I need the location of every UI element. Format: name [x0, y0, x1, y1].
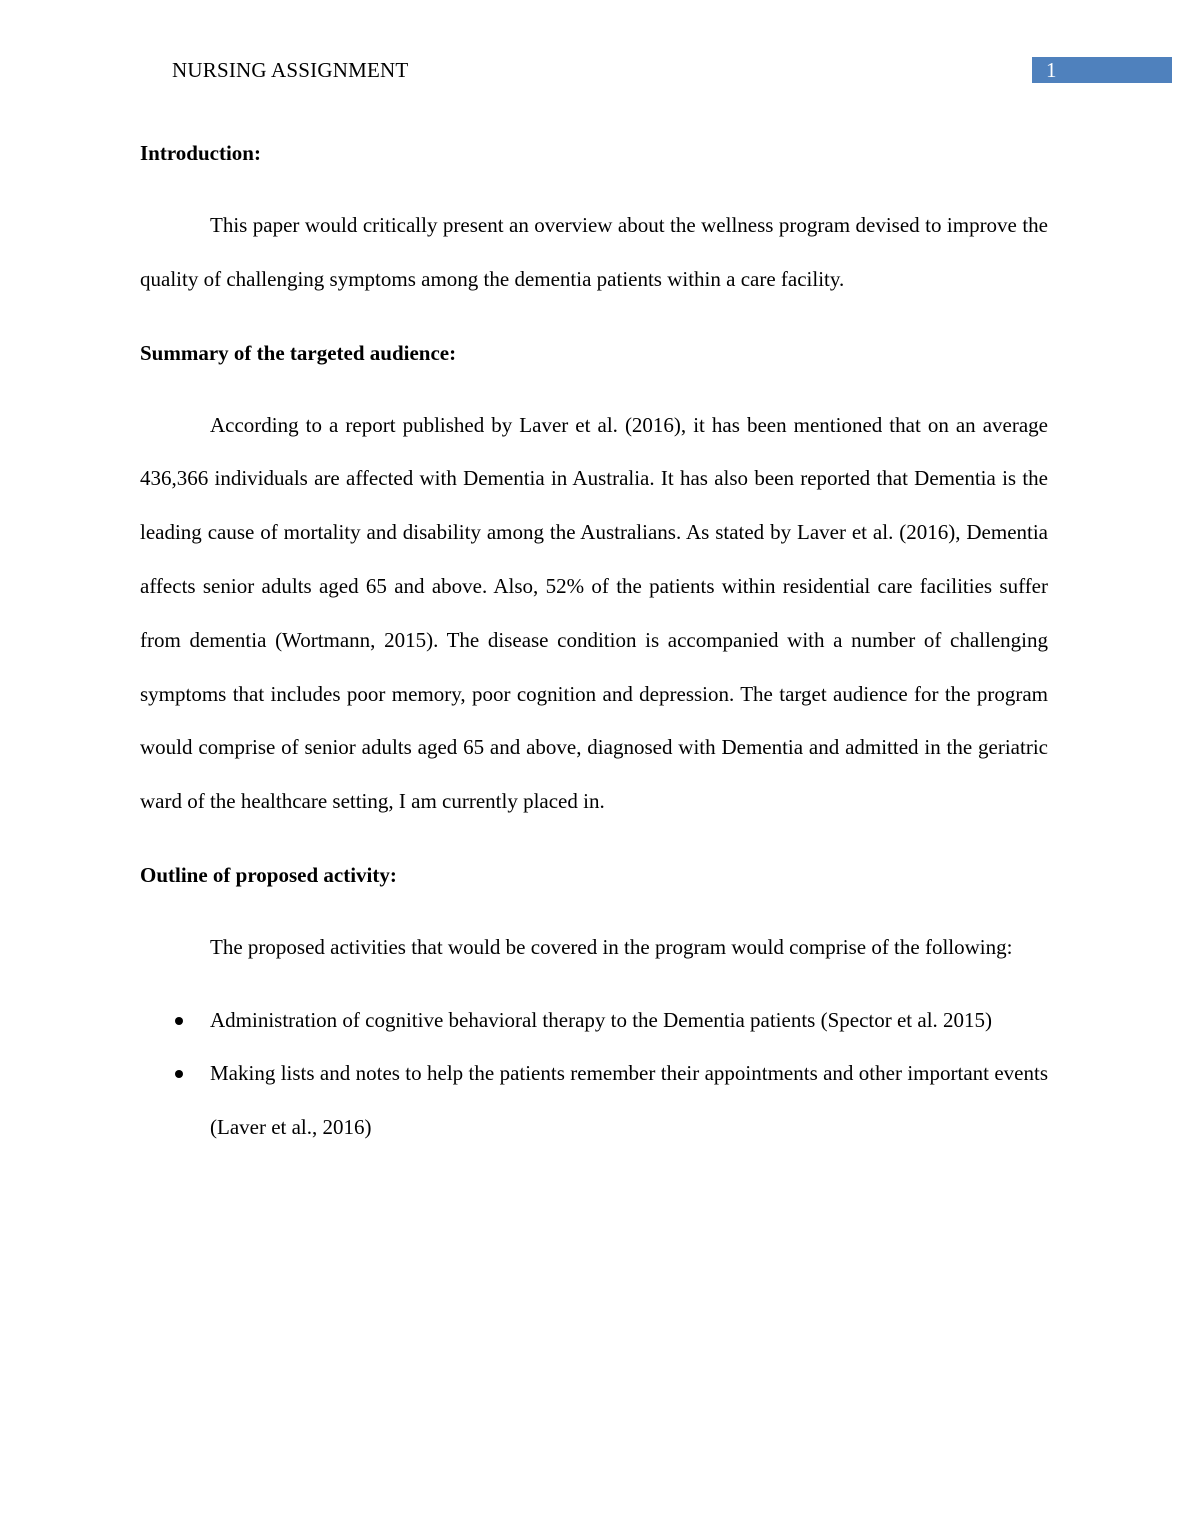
list-item: [140, 1047, 1048, 1154]
activity-bullet-list: [140, 994, 1048, 1155]
document-body: [140, 126, 1048, 1154]
audience-paragraph: According to a report published by Laver et al. (2016), it has been mentioned that on an average 436,366 individuals are affected with Dementia in Australia. It has also been reported that Dementia is the leading cause of mortality and disability among the Australians. As stated by Laver et al. (2016), Dementia affects senior adults aged 65 and above. Also, 52% of the patients within residential care facilities suffer from dementia (Wortmann, 2015). The disease condition is accompanied with a number of challenging symptoms that includes poor memory, poor cognition and depression. The target audience for the program would comprise of senior adults aged 65 and above, diagnosed with Dementia and admitted in the geriatric ward of the healthcare setting, I am currently placed in.: [140, 412, 1048, 814]
introduction-heading: Introduction:: [140, 141, 261, 165]
list-item: [140, 994, 1048, 1048]
running-header-title: NURSING ASSIGNMENT: [172, 58, 409, 82]
list-item-text: Making lists and notes to help the patients remember their appointments and other important events (Laver et al., 2016): [210, 1061, 1048, 1139]
activity-paragraph: The proposed activities that would be covered in the program would comprise of the following:: [210, 934, 1013, 959]
page-number-badge: 1: [1032, 57, 1172, 83]
bullet-icon: [175, 1070, 183, 1078]
activity-heading: Outline of proposed activity:: [140, 862, 397, 887]
bullet-icon: [175, 1017, 183, 1025]
audience-heading: Summary of the targeted audience:: [140, 340, 457, 365]
introduction-paragraph: This paper would critically present an overview about the wellness program devised to improve the quality of challenging symptoms among the dementia patients within a care facility.: [140, 213, 1048, 291]
list-item-text: Administration of cognitive behavioral therapy to the Dementia patients (Spector et al. 2015): [210, 1007, 993, 1032]
